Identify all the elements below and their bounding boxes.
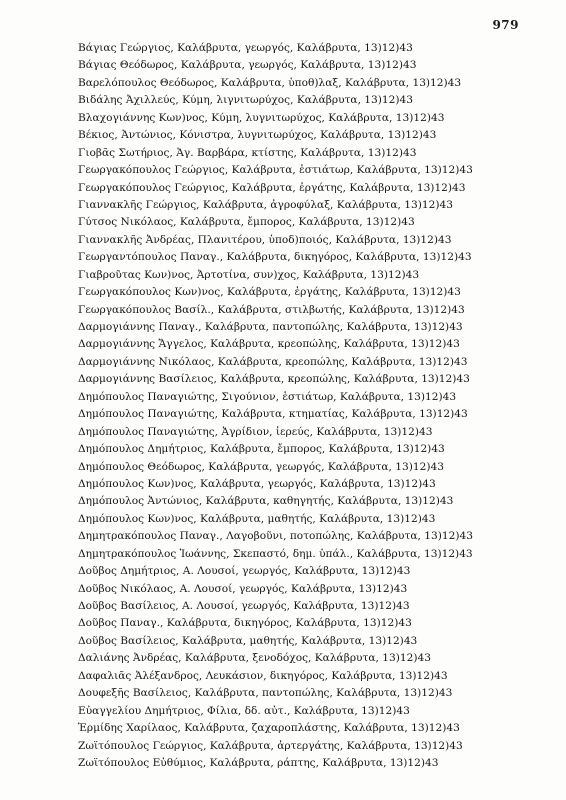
list-item: Γύτσος Νικόλαος, Καλάβρυτα, ἔμπορος, Καλάβρυτα, 13)12)43: [78, 216, 415, 229]
list-item: Δαλιάνης Ἀνδρέας, Καλάβρυτα, ξενοδόχος, Καλάβρυτα, 13)12)43: [78, 652, 431, 665]
list-item: Γεωργακόπουλος Κων)νος, Καλάβρυτα, ἐργάτης, Καλάβρυτα, 13)12)43: [78, 286, 461, 299]
list-item: Δοῦβος Παναγ., Καλάβρυτα, δικηγόρος, Καλάβρυτα, 13)12)43: [78, 617, 412, 630]
list-item: Δημητρακόπουλος Ἰωάννης, Σκεπαστό, δημ. ὑπάλ., Καλάβρυτα, 13)12)43: [78, 547, 473, 560]
list-item: Γεωργακόπουλος Βασίλ., Καλάβρυτα, στιλβωτής, Καλάβρυτα, 13)12)43: [78, 303, 465, 316]
list-item: Δαφαλιᾶς Ἀλέξανδρος, Λευκάσιον, δικηγόρος, Καλάβρυτα, 13)12)43: [78, 669, 448, 682]
list-item: Βαρελόπουλος Θεόδωρος, Καλάβρυτα, ὑποθ)λαξ, Καλάβρυτα, 13)12)43: [78, 76, 462, 89]
list-item: Γεωργακόπουλος Γεώργιος, Καλάβρυτα, ἐργάτης, Καλάβρυτα, 13)12)43: [78, 181, 466, 194]
page-number: 979: [492, 18, 519, 32]
list-item: Δαρμογιάννης Νικόλαος, Καλάβρυτα, κρεοπώλης, Καλάβρυτα, 13)12)43: [78, 355, 468, 368]
list-item: Δημόπουλος Παναγιώτης, Καλάβρυτα, κτηματίας, Καλάβρυτα, 13)12)43: [78, 408, 468, 421]
list-item: Δημόπουλος Δημήτριος, Καλάβρυτα, ἔμπορος, Καλάβρυτα, 13)12)43: [78, 443, 445, 456]
list-item: Γεωργαντόπουλος Παναγ., Καλάβρυτα, δικηγόρος, Καλάβρυτα, 13)12)43: [78, 251, 472, 264]
list-item: Ζωϊτόπουλος Εὐθύμιος, Καλάβρυτα, ράπτης, Καλάβρυτα, 13)12)43: [78, 756, 439, 769]
list-item: Ἑρμίδης Χαρίλαος, Καλάβρυτα, ζαχαροπλάστης, Καλάβρυτα, 13)12)43: [78, 722, 460, 735]
list-item: Ζωϊτόπουλος Γεώργιος, Καλάβρυτα, ἀρτεργάτης, Καλάβρυτα, 13)12)43: [78, 739, 463, 752]
list-item: Δαρμογιάννης Παναγ., Καλάβρυτα, παντοπώλης, Καλάβρυτα, 13)12)43: [78, 321, 463, 333]
list-item: Δημόπουλος Κων)νος, Καλάβρυτα, γεωργός, Καλάβρυτα, 13)12)43: [78, 477, 436, 490]
list-item: Βάγιας Γεώργιος, Καλάβρυτα, γεωργός, Καλάβρυτα, 13)12)43: [78, 42, 413, 54]
list-item: Δαρμογιάννης Βασίλειος, Καλάβρυτα, κρεοπώλης, Καλάβρυτα, 13)12)43: [78, 373, 470, 386]
list-item: Γιαννακλῆς Ἀνδρέας, Πλανιτέρου, ὑποδ)ποιός, Καλάβρυτα, 13)12)43: [78, 233, 452, 246]
list-item: Δημητρακόπουλος Παναγ., Λαγοβοῦνι, ποτοπώλης, Καλάβρυτα, 13)12)43: [78, 530, 473, 543]
list-item: Δοῦβος Νικόλαος, Α. Λουσοί, γεωργός, Καλάβρυτα, 13)12)43: [78, 582, 408, 595]
list-item: Δοῦβος Δημήτριος, Α. Λουσοί, γεωργός, Καλάβρυτα, 13)12)43: [78, 565, 411, 578]
list-item: Δοῦβος Βασίλειος, Α. Λουσοί, γεωργός, Καλάβρυτα, 13)12)43: [78, 600, 410, 612]
list-item: Βάγιας Θεόδωρος, Καλάβρυτα, γεωργός, Καλάβρυτα, 13)12)43: [78, 59, 417, 72]
list-item: Βλαχογιάννης Κων)νος, Κύμη, λυγνιτωρύχος, Καλάβρυτα, 13)12)43: [78, 111, 445, 124]
list-item: Βέκιος, Ἀντώνιος, Κόνιστρα, λυγνιτωρύχος, Καλάβρυτα, 13)12)43: [78, 129, 437, 142]
list-item: Εὐαγγελίου Δημήτριος, Φίλια, δδ. αὐτ., Καλάβρυτα, 13)12)43: [78, 704, 410, 717]
list-item: Γιοβᾶς Σωτήριος, Ἁγ. Βαρβάρα, κτίστης, Καλάβρυτα, 13)12)43: [78, 146, 417, 159]
list-item: Δουφεξῆς Βασίλειος, Καλάβρυτα, παντοπώλης, Καλάβρυτα, 13)12)43: [78, 687, 453, 700]
list-item: Δαρμογιάννης Ἄγγελος, Καλάβρυτα, κρεοπώλης, Καλάβρυτα, 13)12)43: [78, 338, 460, 351]
list-item: Δημόπουλος Παναγιώτης, Σιγούνιον, ἑστιάτωρ, Καλάβρυτα, 13)12)43: [78, 390, 457, 403]
entry-list: [78, 40, 538, 772]
list-item: Γιαννακλῆς Γεώργιος, Καλάβρυτα, ἀγροφύλαξ, Καλάβρυτα, 13)12)43: [78, 198, 453, 211]
list-item: Γιαβροῦτας Κων)νος, Ἀρτοτίνα, συν)χος, Καλάβρυτα, 13)12)43: [78, 268, 420, 281]
list-item: Δημόπουλος Θεόδωρος, Καλάβρυτα, γεωργός, Καλάβρυτα, 13)12)43: [78, 460, 445, 473]
list-item: Γεωργακόπουλος Γεώργιος, Καλάβρυτα, ἑστιάτωρ, Καλάβρυτα, 13)12)43: [78, 164, 473, 177]
list-item: Δημόπουλος Παναγιώτης, Ἀγρίδιον, ἱερεύς, Καλάβρυτα, 13)12)43: [78, 425, 433, 438]
list-item: Δημόπουλος Ἀντώνιος, Καλάβρυτα, καθηγητής, Καλάβρυτα, 13)12)43: [78, 495, 454, 508]
list-item: Δημόπουλος Κων)νος, Καλάβρυτα, μαθητής, Καλάβρυτα, 13)12)43: [78, 512, 436, 525]
list-item: Δοῦβος Βασίλειος, Καλάβρυτα, μαθητής, Καλάβρυτα, 13)12)43: [78, 634, 418, 647]
list-item: Βιδάλης Ἀχιλλεύς, Κύμη, λιγνιτωρύχος, Καλάβρυτα, 13)12)43: [78, 94, 414, 107]
